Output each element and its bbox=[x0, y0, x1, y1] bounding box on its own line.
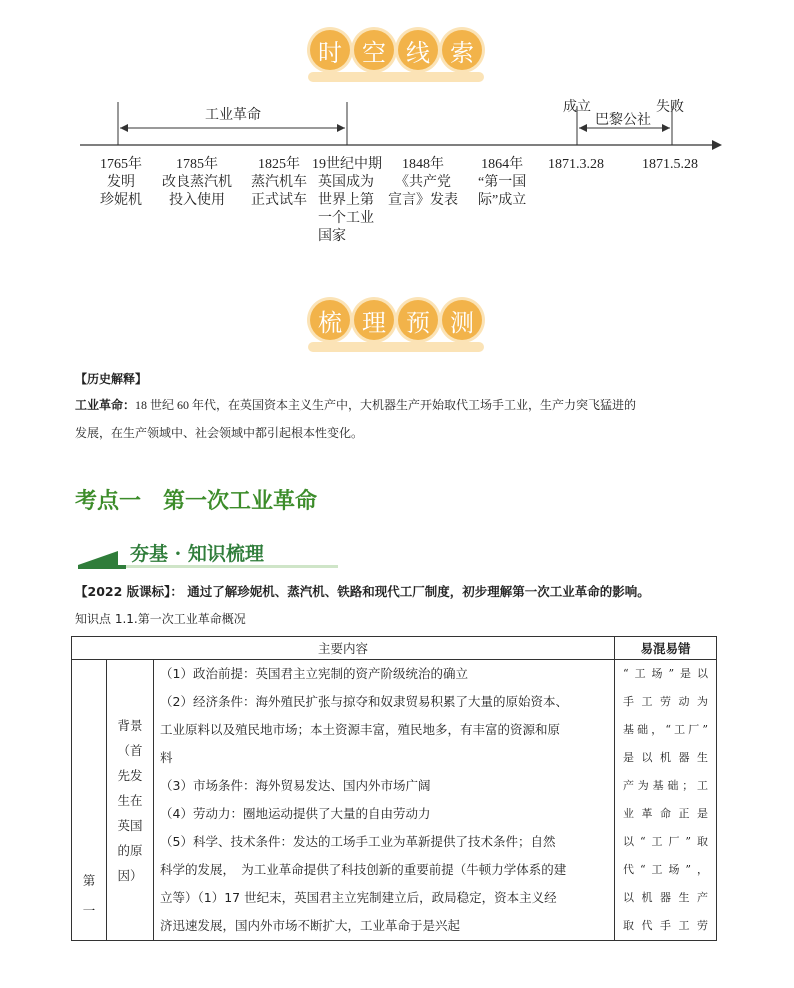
timeline-event-1871-3: 1871.3.28 bbox=[548, 157, 604, 172]
banner-review-forecast bbox=[0, 290, 794, 360]
timeline-event-mid19: 19世纪中期 英国成为 世界上第 一个工业 国家 bbox=[312, 157, 382, 244]
knowledge-point-title: 知识点 1.1.第一次工业革命概况 bbox=[75, 612, 246, 626]
industrial-revolution-label: 工业革命 bbox=[205, 108, 261, 123]
curriculum-standard: 【2022 版课标】： 通过了解珍妮机、蒸汽机、铁路和现代工厂制度，初步理解第一次工业革命的影响。 bbox=[75, 584, 650, 599]
timeline-event-1871-5: 1871.5.28 bbox=[642, 157, 698, 172]
knowledge-banner bbox=[78, 535, 338, 569]
timeline-event-1765: 1765年 发明 珍妮机 bbox=[100, 157, 142, 208]
section-title: 考点一 第一次工业革命 bbox=[75, 489, 318, 514]
overview-table bbox=[71, 636, 717, 941]
history-explain-line2: 发展，在生产领域中、社会领域中都引起根本性变化。 bbox=[75, 426, 364, 440]
timeline-event-1864: 1864年 “第一国 际”成立 bbox=[478, 157, 527, 208]
row-note: “工场”是以 手工劳动为 基础，“工厂” 是以机器生 产为基础；工 业革命正是 以“工厂”取 代“工场”， 以机器生产 取代手工劳 bbox=[615, 660, 717, 941]
header-common-mistakes: 易混易错 bbox=[615, 637, 717, 660]
banner-char: 理 bbox=[354, 300, 394, 340]
history-explain-line1: 工业革命：18 世纪 60 年代，在英国资本主义生产中，大机器生产开始取代工场手工业，生产力突飞猛进的 bbox=[75, 398, 637, 412]
history-explain-heading: 【历史解释】 bbox=[75, 372, 148, 386]
banner-char: 索 bbox=[442, 30, 482, 70]
table-row bbox=[72, 660, 717, 941]
banner-char: 预 bbox=[398, 300, 438, 340]
timeline-event-1785: 1785年 改良蒸汽机 投入使用 bbox=[162, 157, 232, 208]
commune-start-label: 成立 bbox=[563, 100, 591, 115]
row-background-label: 背景（首先发生在英国的原因） bbox=[107, 660, 154, 941]
timeline-event-1825: 1825年 蒸汽机车 正式试车 bbox=[251, 157, 307, 208]
banner-timeline-clues bbox=[0, 20, 794, 90]
header-main-content: 主要内容 bbox=[72, 637, 615, 660]
knowledge-banner-title: 夯基 · 知识梳理 bbox=[130, 543, 264, 565]
row-content: （1）政治前提：英国君主立宪制的资产阶级统治的确立 （2）经济条件：海外殖民扩张与掠夺和奴隶贸易积累了大量的原始资本、 工业原料以及殖民地市场；本土资源丰富，殖民地多，有丰富的资源和原 料 （3）市场条件：海外贸易发达、国内外市场广阔 （4）劳动力：圈地运动提供了大量的自由劳动力 （5）科学、技术条件：发达的工场手工业为革新提供了技术条件；自然 科学的发展， 为工业革命提供了科技创新的重要前提（牛顿力学体系的建 立等）（1）17 世纪末，英国君主立宪制建立后，政局稳定，资本主义经 济迅速发展，国内外市场不断扩大，工业革命于是兴起 bbox=[154, 660, 615, 941]
commune-end-label: 失败 bbox=[656, 100, 684, 115]
row-category: 第一 bbox=[72, 660, 107, 941]
banner-char: 测 bbox=[442, 300, 482, 340]
banner-char: 时 bbox=[310, 30, 350, 70]
banner-char: 空 bbox=[354, 30, 394, 70]
banner-char: 梳 bbox=[310, 300, 350, 340]
timeline-event-1848: 1848年 《共产党 宣言》发表 bbox=[388, 157, 458, 208]
commune-name-label: 巴黎公社 bbox=[595, 113, 651, 128]
table-header-row bbox=[72, 637, 717, 660]
banner-char: 线 bbox=[398, 30, 438, 70]
